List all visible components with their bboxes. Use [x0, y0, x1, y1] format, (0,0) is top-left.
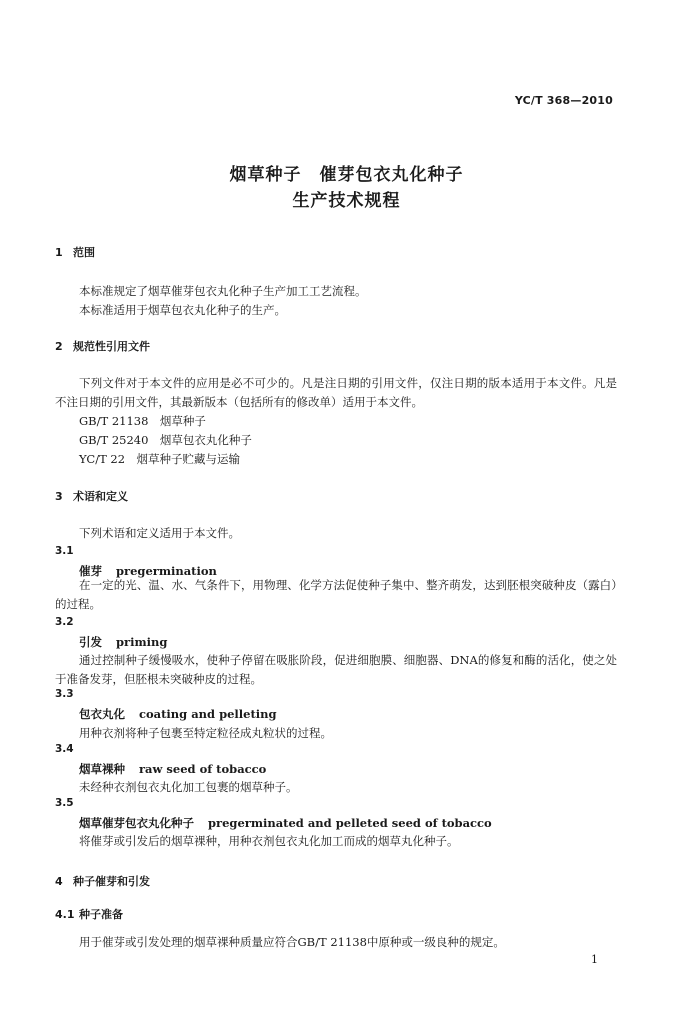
page-number: 1: [591, 953, 598, 966]
term-english: pregerminated and pelleted seed of tobacco: [208, 816, 492, 830]
term-entry: [79, 634, 167, 650]
term-entry: [79, 706, 277, 722]
term-chinese: 包衣丸化: [79, 707, 125, 721]
term-definition: 将催芽或引发后的烟草裸种，用种衣剂包衣丸化加工而成的烟草丸化种子。: [79, 834, 459, 848]
clause-number: 3.5: [55, 797, 74, 809]
clause-number: 3.3: [55, 688, 74, 700]
document-title-line1: 烟草种子 催芽包衣丸化种子: [229, 165, 464, 185]
section-title: 规范性引用文件: [73, 340, 150, 353]
section-title: 范围: [73, 246, 95, 259]
section-3-heading: [55, 488, 128, 504]
section-4-heading: [55, 873, 150, 889]
subsection-number: 4.1: [55, 908, 75, 921]
term-chinese: 催芽: [79, 564, 102, 578]
subsection-4-1-paragraph: 用于催芽或引发处理的烟草裸种质量应符合GB/T 21138中原种或一级良种的规定。: [79, 935, 505, 949]
reference-item: GB/T 21138 烟草种子: [79, 414, 206, 428]
term-english: priming: [116, 635, 168, 649]
section-title: 术语和定义: [73, 490, 128, 503]
document-title-line2: 生产技术规程: [292, 191, 401, 211]
term-english: pregermination: [116, 564, 217, 578]
term-chinese: 引发: [79, 635, 102, 649]
term-entry: [79, 815, 492, 831]
term-entry: [79, 761, 266, 777]
section-3-intro: 下列术语和定义适用于本文件。: [79, 526, 240, 540]
term-english: raw seed of tobacco: [139, 762, 267, 776]
term-definition: 未经种衣剂包衣丸化加工包裹的烟草种子。: [79, 780, 298, 794]
reference-item: YC/T 22 烟草种子贮藏与运输: [79, 452, 241, 466]
section-2-heading: [55, 338, 150, 354]
section-1-paragraph-2: 本标准适用于烟草包衣丸化种子的生产。: [79, 303, 286, 317]
standard-code: YC/T 368—2010: [514, 94, 613, 107]
section-1-heading: [55, 244, 95, 260]
section-title: 种子催芽和引发: [73, 875, 150, 888]
reference-item: GB/T 25240 烟草包衣丸化种子: [79, 433, 252, 447]
clause-number: 3.1: [55, 545, 74, 557]
term-definition: 在一定的光、温、水、气条件下，用物理、化学方法促使种子集中、整齐萌发，达到胚根突破种皮（露白）的过程。: [55, 578, 617, 611]
subsection-4-1-heading: [55, 906, 123, 922]
section-number: 2: [55, 340, 63, 353]
section-1-paragraph-1: 本标准规定了烟草催芽包衣丸化种子生产加工工艺流程。: [79, 284, 367, 298]
term-definition: 用种衣剂将种子包裹至特定粒径成丸粒状的过程。: [79, 726, 332, 740]
section-2-paragraph: 下列文件对于本文件的应用是必不可少的。凡是注日期的引用文件，仅注日期的版本适用于本文件。凡是不注日期的引用文件，其最新版本（包括所有的修改单）适用于本文件。: [55, 376, 617, 409]
term-english: coating and pelleting: [139, 707, 277, 721]
term-chinese: 烟草裸种: [79, 762, 125, 776]
section-number: 4: [55, 875, 63, 888]
section-number: 1: [55, 246, 63, 259]
section-number: 3: [55, 490, 63, 503]
term-chinese: 烟草催芽包衣丸化种子: [79, 816, 194, 830]
clause-number: 3.4: [55, 743, 74, 755]
clause-number: 3.2: [55, 616, 74, 628]
subsection-title: 种子准备: [79, 908, 123, 921]
term-definition: 通过控制种子缓慢吸水，使种子停留在吸胀阶段，促进细胞膜、细胞器、DNA的修复和酶的活化，使之处于准备发芽，但胚根未突破种皮的过程。: [55, 653, 617, 686]
